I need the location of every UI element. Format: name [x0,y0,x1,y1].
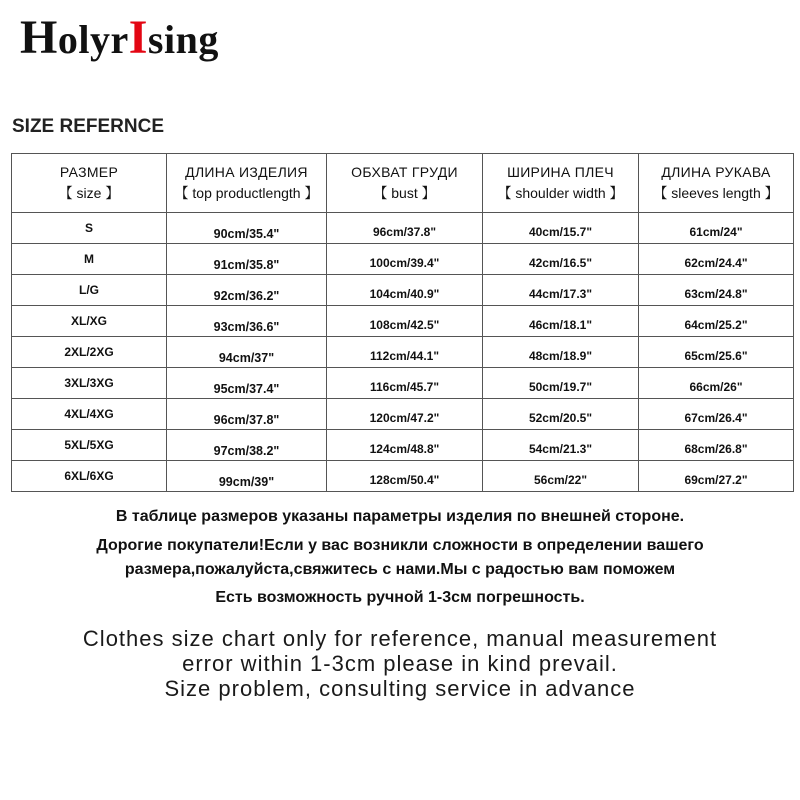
logo-initial-h: H [20,11,58,64]
note-ru-line-3: размера,пожалуйста,свяжитесь с нами.Мы с радостью вам поможем [124,561,676,578]
cell-shoulder: 48cm/18.9" [483,337,639,368]
cell-size: 4XL/4XG [12,399,167,430]
cell-sleeve: 68cm/26.8" [639,430,794,461]
header-size-ru: РАЗМЕР [59,163,119,180]
table-row [12,244,794,275]
header-sleeve-ru: ДЛИНА РУКАВА [661,163,771,180]
cell-sleeve: 62cm/24.4" [639,244,794,275]
logo-accent-i: I [128,11,148,64]
header-size [12,154,167,213]
table-row [12,368,794,399]
table-row [12,337,794,368]
header-shoulder-ru: ШИРИНА ПЛЕЧ [507,163,614,180]
cell-bust: 116cm/45.7" [327,368,483,399]
cell-sleeve: 64cm/25.2" [639,306,794,337]
cell-bust: 108cm/42.5" [327,306,483,337]
cell-sleeve: 61cm/24" [639,213,794,244]
cell-size: 3XL/3XG [12,368,167,399]
note-ru-line-2: Дорогие покупатели!Если у вас возникли сложности в определении вашего [96,537,704,554]
size-table-header-row [12,154,794,213]
header-length-en: 【 top productlength 】 [174,184,319,201]
table-row [12,461,794,492]
cell-shoulder: 50cm/19.7" [483,368,639,399]
cell-size: 6XL/6XG [12,461,167,492]
cell-sleeve: 65cm/25.6" [639,337,794,368]
cell-length: 93cm/36.6" [167,306,327,337]
note-en-line-1: Clothes size chart only for reference, manual measurement [82,626,718,651]
cell-bust: 128cm/50.4" [327,461,483,492]
header-bust-en: 【 bust 】 [373,184,436,201]
cell-size: 2XL/2XG [12,337,167,368]
header-size-en: 【 size 】 [58,184,120,201]
cell-bust: 104cm/40.9" [327,275,483,306]
cell-sleeve: 66cm/26" [639,368,794,399]
table-row [12,213,794,244]
cell-shoulder: 46cm/18.1" [483,306,639,337]
cell-sleeve: 63cm/24.8" [639,275,794,306]
cell-length: 97cm/38.2" [167,430,327,461]
cell-size: S [12,213,167,244]
header-sleeve [639,154,794,213]
cell-length: 91cm/35.8" [167,244,327,275]
table-row [12,275,794,306]
table-row [12,430,794,461]
cell-bust: 112cm/44.1" [327,337,483,368]
cell-shoulder: 44cm/17.3" [483,275,639,306]
cell-bust: 124cm/48.8" [327,430,483,461]
note-en-line-2: error within 1-3cm please in kind prevail. [182,651,618,676]
header-length-ru: ДЛИНА ИЗДЕЛИЯ [185,163,308,180]
note-ru-line-4: Есть возможность ручной 1-3см погрешность. [215,589,585,606]
cell-shoulder: 40cm/15.7" [483,213,639,244]
cell-length: 95cm/37.4" [167,368,327,399]
cell-shoulder: 56cm/22" [483,461,639,492]
page-title: SIZE REFERNCE [12,116,165,137]
cell-length: 92cm/36.2" [167,275,327,306]
header-bust [327,154,483,213]
cell-size: XL/XG [12,306,167,337]
logo-part-sing: sing [147,17,219,62]
cell-length: 99cm/39" [167,461,327,492]
cell-size: M [12,244,167,275]
header-sleeve-en: 【 sleeves length 】 [653,184,779,201]
header-bust-ru: ОБХВАТ ГРУДИ [351,163,458,180]
brand-logo [20,11,219,64]
cell-sleeve: 69cm/27.2" [639,461,794,492]
cell-sleeve: 67cm/26.4" [639,399,794,430]
logo-part-olyr: olyr [57,17,129,62]
header-shoulder-en: 【 shoulder width 】 [497,184,624,201]
note-en-line-3: Size problem, consulting service in advance [164,676,636,701]
size-table [11,153,794,492]
cell-bust: 120cm/47.2" [327,399,483,430]
note-ru-line-1: В таблице размеров указаны параметры изделия по внешней стороне. [115,508,685,525]
cell-size: 5XL/5XG [12,430,167,461]
cell-length: 90cm/35.4" [167,213,327,244]
header-length [167,154,327,213]
header-shoulder [483,154,639,213]
cell-shoulder: 54cm/21.3" [483,430,639,461]
cell-bust: 96cm/37.8" [327,213,483,244]
cell-shoulder: 52cm/20.5" [483,399,639,430]
cell-length: 96cm/37.8" [167,399,327,430]
cell-shoulder: 42cm/16.5" [483,244,639,275]
table-row [12,306,794,337]
cell-bust: 100cm/39.4" [327,244,483,275]
table-row [12,399,794,430]
cell-size: L/G [12,275,167,306]
cell-length: 94cm/37" [167,337,327,368]
